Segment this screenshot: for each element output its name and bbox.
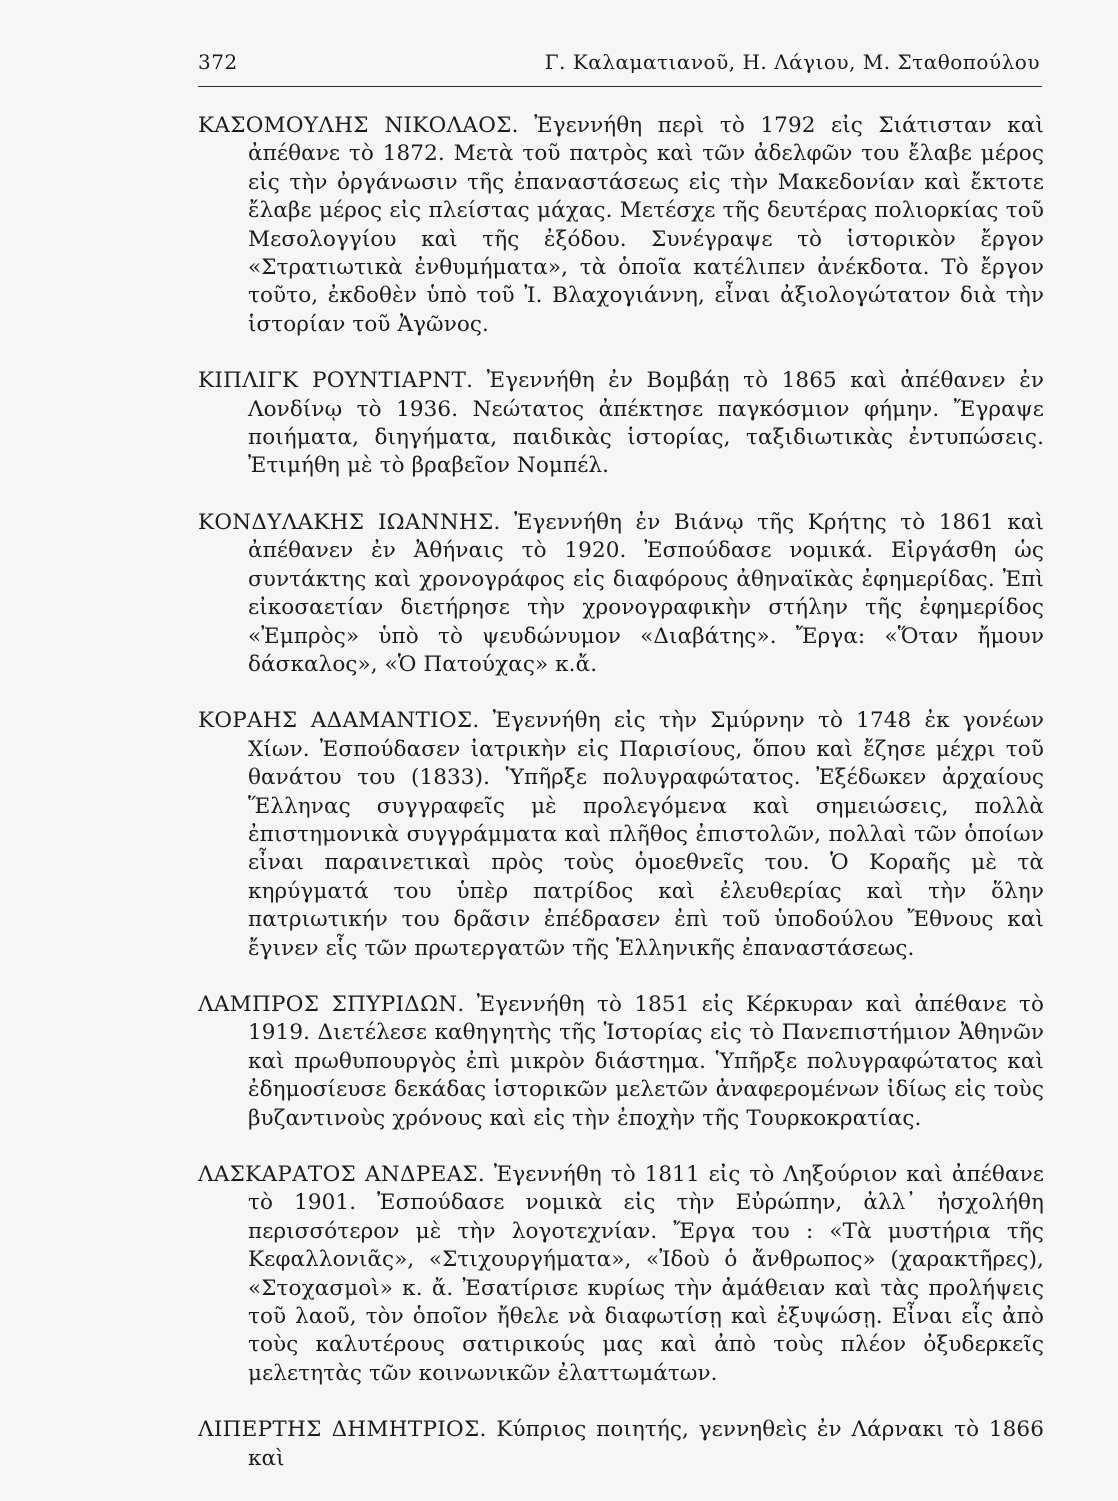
entry-text: Ἐγεννήθη τὸ 1851 εἰς Κέρκυραν καὶ ἀπέθανε τὸ 1919. Διετέλεσε καθηγητὴς τῆς Ἱστορίας εἰς τὸ Πανεπιστήμιον Ἀθηνῶν καὶ πρωθυπουργὸς ἐπὶ μικρὸν διάστημα. Ὑπῆρξε πολυγραφώτατος καὶ ἐδημοσίευσε δεκάδας ἱστορικῶν μελετῶν ἀναφερομένων ἰδίως εἰς τοὺς βυζαντινοὺς χρόνους καὶ εἰς τὴν ἐποχὴν τῆς Τουρκοκρατίας. [248,991,1045,1131]
entry-kasomoulis [198,112,1044,339]
entry-text: Ἐγεννήθη εἰς τὴν Σμύρνην τὸ 1748 ἐκ γονέων Χίων. Ἐσπούδασεν ἰατρικὴν εἰς Παρισίους, ὅπου καὶ ἔζησε μέχρι τοῦ θανάτου του (1833). Ὑπῆρξε πολυγραφώτατος. Ἐξέδωκεν ἀρχαίους Ἕλληνας συγγραφεῖς μὲ προλεγόμενα καὶ σημειώσεις, πολλὰ ἐπιστημονικὰ συγγράμματα καὶ πλῆθος ἐπιστολῶν, πολλαὶ τῶν ὁποίων εἶναι παραινετικαὶ πρὸς τοὺς ὁμοεθνεῖς του. Ὁ Κοραῆς μὲ τὰ κηρύγματά του ὑπὲρ πατρίδος καὶ ἐλευθερίας καὶ τὴν ὅλην πατριωτικήν του δρᾶσιν ἐπέδρασεν ἐπὶ τοῦ ὑποδούλου Ἔθνους καὶ ἔγινεν εἷς τῶν πρωτεργατῶν τῆς Ἑλληνικῆς ἐπαναστάσεως. [248,708,1045,961]
entry-text: Ἐγεννήθη περὶ τὸ 1792 εἰς Σιάτισταν καὶ ἀπέθανε τὸ 1872. Μετὰ τοῦ πατρὸς καὶ τῶν ἀδελφῶν του ἔλαβε μέρος εἰς τὴν ὀργάνωσιν τῆς ἐπαναστάσεως εἰς τὴν Μακεδονίαν καὶ ἔκτοτε ἔλαβε μέρος εἰς πλείστας μάχας. Μετέσχε τῆς δευτέρας πολιορκίας τοῦ Μεσολογγίου καὶ τῆς ἐξόδου. Συνέγραψε τὸ ἱστορικὸν ἔργον «Στρατιωτικὰ ἐνθυμήματα», τὰ ὁποῖα κατέλιπεν ἀνέκδοτα. Τὸ ἔργον τοῦτο, ἐκδοθὲν ὑπὸ τοῦ Ἰ. Βλαχογιάννη, εἶναι ἀξιολογώτατον διὰ τὴν ἱστορίαν τοῦ Ἀγῶνος. [248,113,1044,337]
running-head: Γ. Καλαματιανοῦ, Η. Λάγιου, Μ. Σταθοπούλου [544,50,1040,74]
entry-name: ΛΑΜΠΡΟΣ ΣΠΥΡΙΔΩΝ. [198,991,465,1017]
entry-name: ΚΟΝΔΥΛΑΚΗΣ ΙΩΑΝΝΗΣ. [198,509,501,535]
entry-name: ΚΙΠΛΙΓΚ ΡΟΥΝΤΙΑΡΝΤ. [198,368,474,394]
entry-text: Κύπριος ποιητής, γεννηθεὶς ἐν Λάρνακι τὸ 1866 καὶ [248,1417,1044,1471]
entry-lipertis [198,1416,1044,1473]
entry-kipling [198,367,1044,481]
entry-text: Ἐγεννήθη ἐν Βιάνῳ τῆς Κρήτης τὸ 1861 καὶ ἀπέθανεν ἐν Ἀθήναις τὸ 1920. Ἐσπούδασε νομικά. Εἰργάσθη ὡς συντάκτης καὶ χρονογράφος εἰς διαφόρους ἀθηναϊκὰς ἐφημερίδας. Ἐπὶ εἰκοσαετίαν διετήρησε τὴν χρονογραφικὴν στήλην τῆς ἐφημερίδος «Ἐμπρὸς» ὑπὸ τὸ ψευδώνυμον «Διαβάτης». Ἔργα: «Ὅταν ἤμουν δάσκαλος», «Ὁ Πατούχας» κ.ἄ. [248,509,1045,677]
entry-list [198,112,1044,1501]
entry-laskaratos [198,1161,1044,1388]
header-rule [198,86,1042,87]
entry-name: ΛΙΠΕΡΤΗΣ ΔΗΜΗΤΡΙΟΣ. [198,1417,487,1443]
entry-name: ΚΑΣΟΜΟΥΛΗΣ ΝΙΚΟΛΑΟΣ. [198,113,519,138]
page-header [198,50,1042,90]
entry-name: ΚΟΡΑΗΣ ΑΔΑΜΑΝΤΙΟΣ. [198,708,480,734]
entry-kondylakis [198,509,1044,679]
entry-text: Ἐγεννήθη τὸ 1811 εἰς τὸ Ληξούριον καὶ ἀπέθανε τὸ 1901. Ἐσπούδασε νομικὰ εἰς τὴν Εὐρώπην, ἀλλ᾽ ἠσχολήθη περισσότερον μὲ τὴν λογοτεχνίαν. Ἔργα του : «Τὰ μυστήρια τῆς Κεφαλλονιᾶς», «Στιχουργήματα», «Ἰδοὺ ὁ ἄνθρωπος» (χαρακτῆρες), «Στοχασμοὶ» κ. ἄ. Ἐσατίρισε κυρίως τὴν ἀμάθειαν καὶ τὰς προλήψεις τοῦ λαοῦ, τὸν ὁποῖον ἤθελε νὰ διαφωτίσῃ καὶ ἐξυψώσῃ. Εἶναι εἷς ἀπὸ τοὺς καλυτέρους σατιρικούς μας καὶ ἀπὸ τοὺς πλέον ὀξυδερκεῖς μελετητὰς τῶν κοινωνικῶν ἐλαττωμάτων. [248,1162,1044,1386]
entry-text: Ἐγεννήθη ἐν Βομβάῃ τὸ 1865 καὶ ἀπέθανεν ἐν Λονδίνῳ τὸ 1936. Νεώτατος ἀπέκτησε παγκόσμιον φήμην. Ἔγραψε ποιήματα, διηγήματα, παιδικὰς ἱστορίας, ταξιδιωτικὰς ἐντυπώσεις. Ἐτιμήθη μὲ τὸ βραβεῖον Νομπέλ. [248,368,1045,479]
entry-lampros [198,991,1044,1133]
entry-korais [198,707,1044,963]
entry-name: ΛΑΣΚΑΡΑΤΟΣ ΑΝΔΡΕΑΣ. [198,1162,486,1187]
page-number: 372 [198,50,238,74]
